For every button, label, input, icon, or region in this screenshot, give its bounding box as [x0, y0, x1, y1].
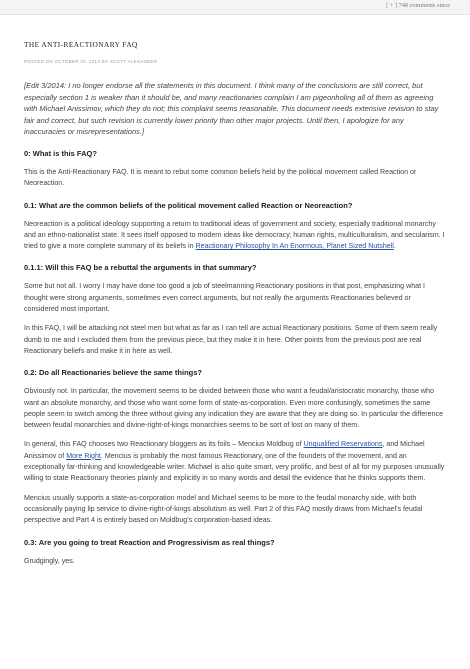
- section-heading-0-2: 0.2: Do all Reactionaries believe the same things?: [24, 368, 202, 378]
- section-0-2-paragraph-1: Obviously not. In particular, the movement seems to be divided between those who want a feudal/aristocratic monarchy, those who want an absolute monarchy, and those who want some form of state-as-corporation. Even more confusingly, sometimes the same people seem to switch among the three without giving any indication they are aware that they are doing so. In particular the difference between feudal monarchies and divine-right-of-kings monarchies seems to be sort of lost on many of them.: [24, 387, 444, 430]
- edit-note: [Edit 3/2014: I no longer endorse all the statements in this document. I think many of the conclusions are still correct, but especially section 1 is weaker than it should be, and many reactionaries complain I am pigeonholing all of them as agreeing with Michael Anissimov, which they do not; this complaint seems reasonable. This document needs extensive revision to stay fair and correct, but such revision is currently lower priority than other major projects. Until then, I apologize for any inaccuracies or misrepresentations.]: [24, 81, 439, 137]
- unqualified-reservations-link[interactable]: Unqualified Reservations: [303, 440, 383, 449]
- section-0-1-paragraph: [24, 219, 447, 253]
- heading-text: 0.1: What: [24, 200, 60, 210]
- section-heading-0-3: 0.3: Are you going to treat Reaction and Progressivism as real things?: [24, 537, 275, 547]
- nutshell-link[interactable]: Reactionary Philosophy In An Enormous, Planet Sized Nutshell: [195, 242, 394, 251]
- section-0-2-paragraph-2: [24, 439, 447, 484]
- heading-text: the common beliefs of the political movement called Reaction or Neoreaction?: [70, 200, 353, 210]
- paragraph-text: .: [393, 242, 396, 251]
- section-heading-0-1-1: 0.1.1: Will this FAQ be a rebuttal the arguments in that summary?: [24, 263, 257, 273]
- post-content: [24, 40, 447, 567]
- section-0-3-paragraph: Grudgingly, yes.: [24, 556, 75, 565]
- section-0-paragraph: This is the Anti-Reactionary FAQ. It is meant to rebut some common beliefs held by the political movement called Reaction or Neoreaction.: [24, 167, 417, 188]
- post-title: THE ANTI-REACTIONARY FAQ: [24, 40, 138, 49]
- paragraph-text: In general, this FAQ chooses two Reactionary bloggers as its foils – Mencius Moldbug of: [24, 440, 304, 449]
- section-heading-0-1: [24, 201, 447, 211]
- comments-toggle-link[interactable]: [ + ] 748 comments since: [386, 2, 450, 9]
- section-0-1-1-paragraph-1: Some but not all. I worry I may have done too good a job of steelmanning Reactionary positions in that post, emphasizing what I thought were strong arguments, sometimes even correct arguments, but not really the arguments Reactionaries believed or considered most important.: [24, 282, 426, 314]
- section-0-1-1-paragraph-2: In this FAQ, I will be attacking not steel men but what as far as I can tell are actual Reactionary positions. Some of them seem really dumb to me and I excluded them from the previous piece, but they make it in here. Other points from the previous post are real Reactionary beliefs and make it in here as well.: [24, 324, 438, 355]
- heading-emphasis: are: [59, 200, 71, 210]
- more-right-link[interactable]: More Right: [66, 451, 101, 460]
- paragraph-text: , and Michael Anissimov of: [24, 440, 425, 460]
- paragraph-text: . Mencius is probably the most famous Reactionary, one of the founders of the movement, and an exceptionally far-thinking and knowledgeable writer. Michael is also quite smart, very prolific, and best of all for my purposes unusually willing to state Reactionary theories plainly and explicitly in so many words and detail the evidence that he thinks supports them.: [24, 451, 445, 483]
- post-meta: POSTED ON OCTOBER 20, 2013 BY SCOTT ALEXANDER: [24, 59, 158, 64]
- paragraph-text: Neoreaction is a political ideology supporting a return to traditional ideas of government and society, especially traditional monarchy and an ethno-nationalist state. It sees itself opposed to modern ideas like democracy, human rights, multiculturalism, and secularism. I tried to give a more complete summary of its beliefs in: [24, 219, 445, 251]
- top-bar: [0, 0, 470, 15]
- section-0-2-paragraph-3: Mencius usually supports a state-as-corporation model and Michael seems to be more to the feudal monarchy side, with both occasionally paying lip service to divine-right-of-kings absolutism as well. Part 2 of this FAQ mostly draws from Michael's feudal perspective and Part 4 is entirely based on Moldbug's corporation-based ideas.: [24, 493, 423, 525]
- section-heading-0: 0: What is this FAQ?: [24, 148, 97, 158]
